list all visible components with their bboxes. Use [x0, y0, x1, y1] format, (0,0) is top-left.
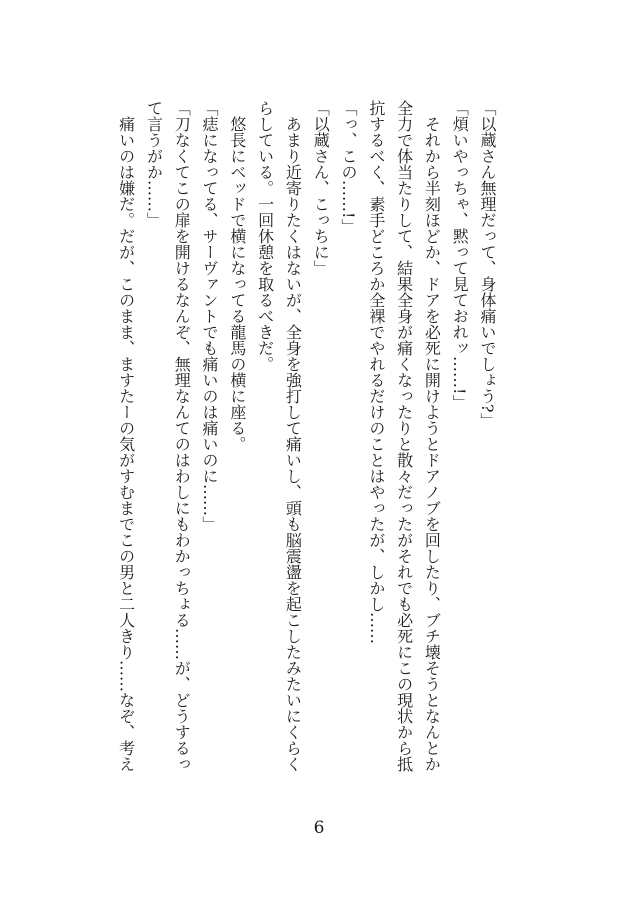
text-line: 抗するべく、素手どころか全裸でやれるだけのことはやったが、しかし…… [366, 100, 386, 644]
page-number: 6 [313, 818, 325, 838]
text-line: あまり近寄りたくはないが、全身を強打して痛いし、頭も脳震盪を起こしたみたいにくらく [283, 116, 303, 772]
text-line: 痛いのは嫌だ。だが、このまま、ますたーの気がすむまでこの男と二人きり……なぞ、考え [116, 116, 136, 772]
text-line: 「刀なくてこの扉を開けるなんぞ、無理なんてのはわしにもわかっちょる……が、どうするっ [172, 100, 192, 772]
text-line: 悠長にベッドで横になってる龍馬の横に座る。 [227, 116, 247, 452]
text-line: 「痣になってる、サーヴァントでも痛いのは痛いのに……」 [200, 100, 220, 532]
vertical-text-body [111, 100, 501, 780]
text-line: て言うがか……」 [144, 100, 164, 228]
text-line: 「以蔵さん無理だって、身体痛いでしょう?」 [478, 100, 497, 429]
text-line: 「以蔵さん、こっちに」 [311, 100, 331, 276]
text-line: らしている。一回休憩を取るべきだ。 [255, 100, 275, 372]
text-line: 全力で体当たりして、結果全身が痛くなったりと散々だったがそれでも必死にこの現状から抵 [394, 100, 414, 772]
text-line: 「煩いやっちゃ、黙って見ておれッ……!」 [450, 100, 470, 411]
text-line: それから半刻ほどか、ドアを必死に開けようとドアノブを回したり、ブチ壊そうとなんとか [422, 116, 442, 772]
text-line: 「っ、この……!」 [339, 100, 359, 235]
